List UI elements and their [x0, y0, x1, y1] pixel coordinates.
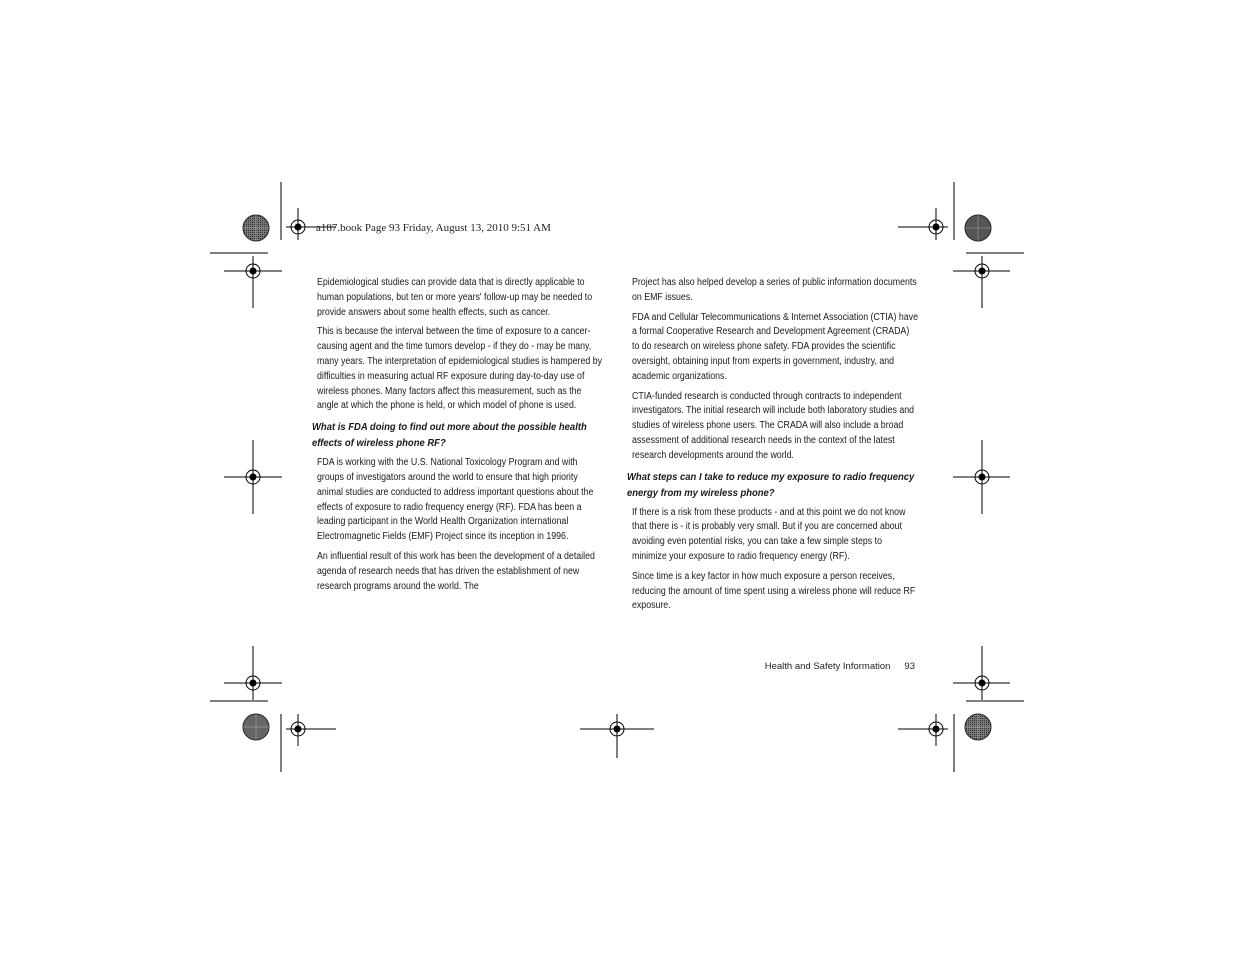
paragraph: FDA and Cellular Telecommunications & Internet Association (CTIA) have a formal Cooperative Research and Development Agreement (CRADA) to do research on wireless phone safety. FDA provides the scientific oversight, obtaining input from experts in government, industry, and academic organizations.: [632, 311, 918, 382]
paragraph: If there is a risk from these products - and at this point we do not know that there is - it is probably very small. But if you are concerned about avoiding even potential risks, you can take a few simple steps to minimize your exposure to radio frequency energy (RF).: [632, 506, 906, 562]
print-info-header: a187.book Page 93 Friday, August 13, 2010 9:51 AM: [316, 222, 551, 234]
section-heading: What steps can I take to reduce my exposure to radio frequency energy from my wireless phone?: [627, 470, 915, 499]
paragraph: Project has also helped develop a series of public information documents on EMF issues.: [632, 277, 917, 303]
paragraph: Since time is a key factor in how much exposure a person receives, reducing the amount of time spent using a wireless phone will reduce RF exposure.: [632, 570, 916, 612]
right-column: [627, 276, 917, 619]
paragraph: CTIA-funded research is conducted through contracts to independent investigators. The initial research will include both laboratory studies and studies of wireless phone users. The CRADA will also include a broad assessment of additional research needs in the context of the latest research developments around the world.: [632, 390, 915, 461]
page-number: 93: [904, 661, 915, 672]
footer-section-title: Health and Safety Information: [764, 661, 891, 672]
section-heading: What is FDA doing to find out more about the possible health effects of wireless phone RF?: [312, 421, 587, 450]
paragraph: This is because the interval between the time of exposure to a cancer-causing agent and the time tumors develop - if they do - may be many, many years. The interpretation of epidemiological studies is hampered by difficulties in measuring actual RF exposure during day-to-day use of wireless phones. Many factors affect this measurement, such as the angle at which the phone is held, or which model of phone is used.: [317, 326, 603, 412]
paragraph: An influential result of this work has been the development of a detailed agenda of research needs that has driven the establishment of new research programs around the world. The: [317, 550, 595, 592]
left-column: [312, 276, 602, 599]
paragraph: Epidemiological studies can provide data that is directly applicable to human populations, but ten or more years' follow-up may be needed to provide answers about some health effects, such as cancer.: [317, 277, 593, 318]
paragraph: FDA is working with the U.S. National Toxicology Program and with groups of investigators around the world to ensure that high priority animal studies are conducted to address important questions about the effects of exposure to radio frequency energy (RF). FDA has been a leading participant in the World Health Organization international Electromagnetic Fields (EMF) Project since its inception in 1996.: [317, 457, 594, 543]
page-footer: [745, 661, 915, 672]
